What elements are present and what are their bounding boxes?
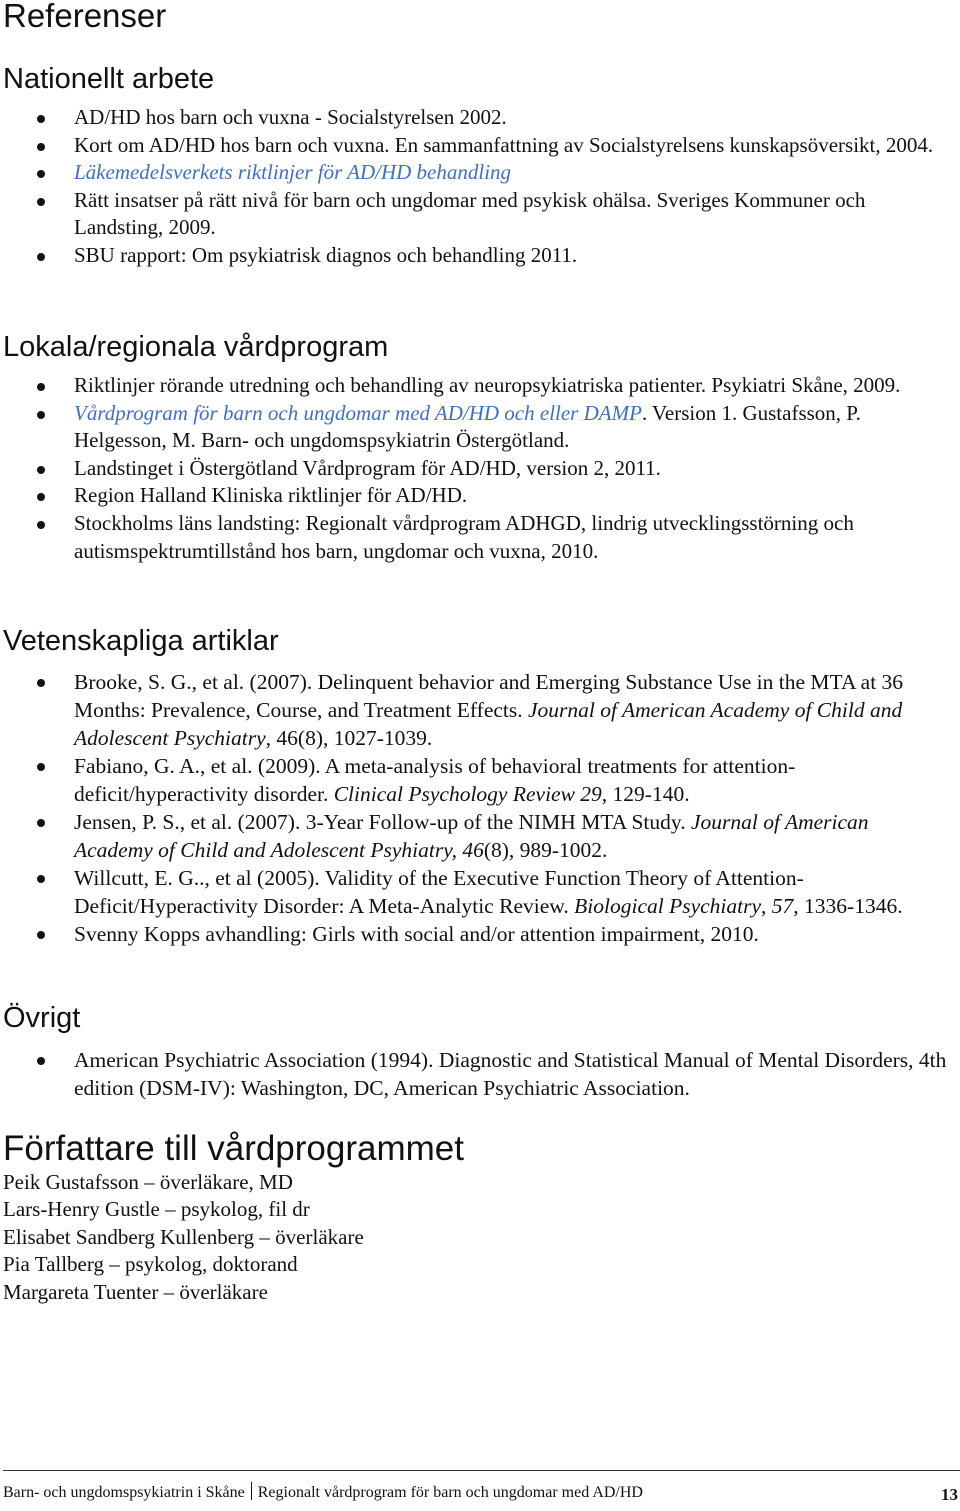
reference-link[interactable]: Läkemedelsverkets riktlinjer för AD/HD behandling — [74, 160, 512, 185]
bullet-icon — [37, 521, 45, 529]
list-item — [0, 159, 960, 187]
list-item: Brooke, S. G., et al. (2007). Delinquent behavior and Emerging Substance Use in the MTA at 36 Months: Prevalence, Course, and Treatment Effects. Journal of American Academy of Child and Adolescent Psychiatry, 46(8), 1027-1039. — [0, 668, 960, 752]
section-heading-vetenskapliga: Vetenskapliga artiklar — [3, 625, 279, 657]
bullet-icon — [37, 198, 45, 206]
bullet-icon — [37, 493, 45, 501]
bullet-icon — [37, 679, 45, 687]
bullet-icon — [37, 253, 45, 261]
list-item: Vårdprogram för barn och ungdomar med AD/HD och eller DAMP. Version 1. Gustafsson, P. Helgesson, M. Barn- och ungdomspsykiatrin Östergötland. — [0, 400, 960, 455]
list-item: Jensen, P. S., et al. (2007). 3-Year Follow-up of the NIMH MTA Study. Journal of American Academy of Child and Adolescent Psyhiatry, 46(8), 989-1002. — [0, 808, 960, 864]
footer-document-title: Regionalt vårdprogram för barn och ungdomar med AD/HD — [257, 1484, 643, 1501]
bullet-icon — [37, 383, 45, 391]
authors-list — [3, 1169, 364, 1306]
footer-divider — [3, 1470, 960, 1471]
list-item: SBU rapport: Om psykiatrisk diagnos och behandling 2011. — [0, 242, 960, 270]
author-item: Peik Gustafsson – överläkare, MD — [3, 1170, 293, 1194]
section-heading-ovrigt: Övrigt — [3, 1002, 81, 1034]
section-heading-nationellt: Nationellt arbete — [3, 63, 215, 95]
section-heading-lokala: Lokala/regionala vårdprogram — [3, 331, 389, 363]
list-item: Svenny Kopps avhandling: Girls with social and/or attention impairment, 2010. — [0, 920, 960, 948]
footer-separator — [251, 1482, 252, 1500]
list-item: Stockholms läns landsting: Regionalt vårdprogram ADHGD, lindrig utvecklingsstörning och autismspektrumtillstånd hos barn, ungdomar och vuxna, 2010. — [0, 510, 960, 565]
list-item: AD/HD hos barn och vuxna - Socialstyrelsen 2002. — [0, 104, 960, 132]
list-item: Landstinget i Östergötland Vårdprogram för AD/HD, version 2, 2011. — [0, 455, 960, 483]
page-footer — [3, 1478, 960, 1508]
ovrigt-list — [0, 1046, 960, 1102]
bullet-icon — [37, 875, 45, 883]
author-item: Margareta Tuenter – överläkare — [3, 1279, 268, 1304]
lokala-list — [0, 372, 960, 565]
list-item: Region Halland Kliniska riktlinjer för AD/HD. — [0, 482, 960, 510]
bullet-icon — [37, 819, 45, 827]
bullet-icon — [37, 931, 45, 939]
list-item: Willcutt, E. G.., et al (2005). Validity of the Executive Function Theory of Attention-Deficit/Hyperactivity Disorder: A Meta-Analytic Review. Biological Psychiatry, 57, 1336-1346. — [0, 864, 960, 920]
author-item: Elisabet Sandberg Kullenberg – överläkare — [3, 1224, 364, 1249]
bullet-icon — [37, 763, 45, 771]
bullet-icon — [37, 143, 45, 151]
footer-organization: Barn- och ungdomspsykiatrin i Skåne — [3, 1484, 245, 1501]
page-title: Referenser — [3, 0, 167, 34]
list-item: Kort om AD/HD hos barn och vuxna. En sammanfattning av Socialstyrelsens kunskapsöversikt, 2004. — [0, 132, 960, 160]
bullet-icon — [37, 411, 45, 419]
reference-link[interactable]: Vårdprogram för barn och ungdomar med AD/HD och eller DAMP — [74, 400, 642, 425]
list-item: Riktlinjer rörande utredning och behandling av neuropsykiatriska patienter. Psykiatri Skåne, 2009. — [0, 372, 960, 400]
bullet-icon — [37, 170, 45, 178]
vetenskapliga-list — [0, 668, 960, 948]
author-item: Lars-Henry Gustle – psykolog, fil dr — [3, 1197, 310, 1222]
page-number: 13 — [941, 1485, 958, 1504]
authors-heading: Författare till vårdprogrammet — [3, 1129, 464, 1168]
bullet-icon — [37, 115, 45, 123]
bullet-icon — [37, 466, 45, 474]
author-item: Pia Tallberg – psykolog, doktorand — [3, 1252, 298, 1277]
bullet-icon — [37, 1057, 45, 1065]
list-item: Fabiano, G. A., et al. (2009). A meta-analysis of behavioral treatments for attention-deficit/hyperactivity disorder. Clinical Psychology Review 29, 129-140. — [0, 752, 960, 808]
list-item: Rätt insatser på rätt nivå för barn och ungdomar med psykisk ohälsa. Sveriges Kommuner och Landsting, 2009. — [0, 187, 960, 242]
list-item: American Psychiatric Association (1994). Diagnostic and Statistical Manual of Mental Disorders, 4th edition (DSM-IV): Washington, DC, American Psychiatric Association. — [0, 1046, 960, 1102]
nationellt-list — [0, 104, 960, 270]
